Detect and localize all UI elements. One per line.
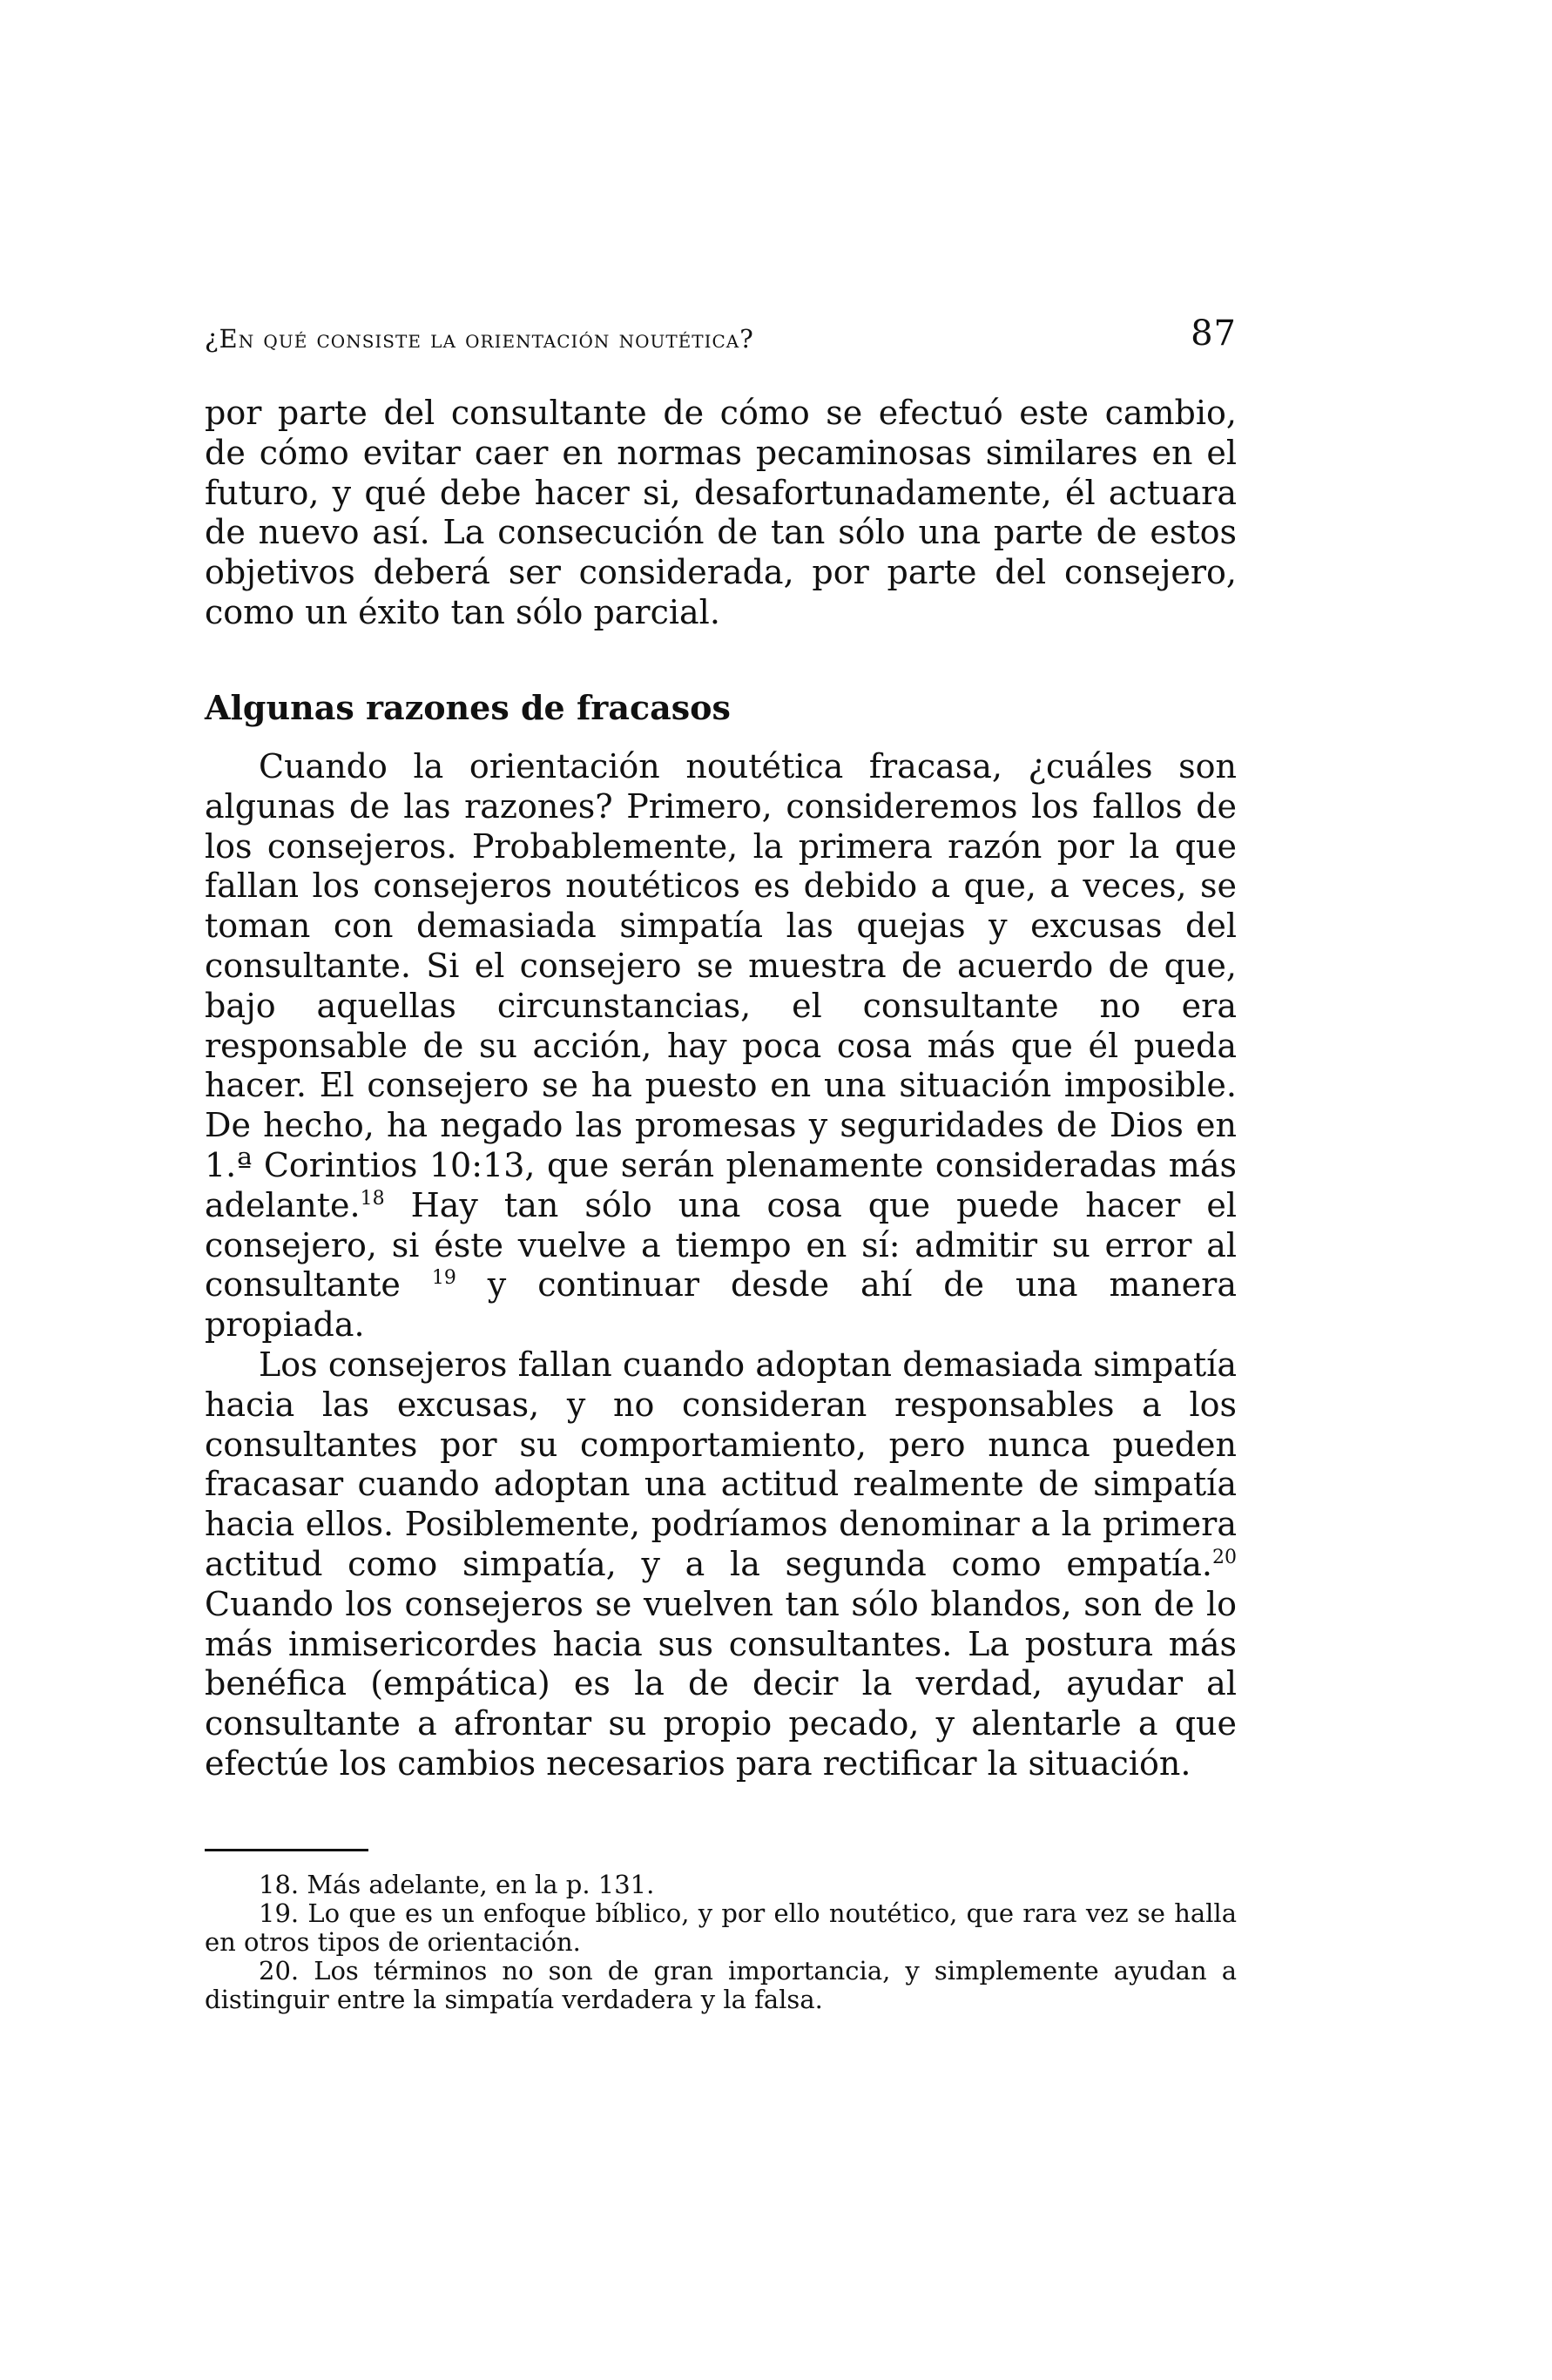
opening-paragraph: por parte del consultante de cómo se efectuó este cambio, de cómo evitar caer en normas pecaminosas similares en el futuro, y qué debe hacer si, desafortunadamente, él actuara de nuevo así. La consecución de tan sólo una parte de estos objetivos deberá ser considerada, por parte del consejero, como un éxito tan sólo parcial.: [205, 394, 1237, 631]
footnote-number: 18.: [259, 1870, 300, 1899]
footnote-ref-20[interactable]: 20: [1212, 1546, 1237, 1568]
paragraph-1: [205, 747, 1237, 1345]
footnote-text: Lo que es un enfoque bíblico, y por ello noutético, que rara vez se halla en otros tipos de orientación.: [205, 1898, 1237, 1957]
footnote-number: 19.: [259, 1898, 300, 1928]
paragraph-2: [205, 1345, 1237, 1784]
footnote-ref-18[interactable]: 18: [360, 1187, 385, 1210]
running-title: ¿En qué consiste la orientación noutética?: [205, 324, 754, 354]
footnote-text: Los términos no son de gran importancia, y simplemente ayudan a distinguir entre la simpatía verdadera y la falsa.: [205, 1956, 1237, 2014]
paragraph-1-text-a: Cuando la orientación noutética fracasa, ¿cuáles son algunas de las razones? Primero, consideremos los fallos de los consejeros. Probablemente, la primera razón por la que fallan los consejeros noutéticos es debido a que, a veces, se toman con demasiada simpatía las quejas y excusas del consultante. Si el consejero se muestra de acuerdo de que, bajo aquellas circunstancias, el consultante no era responsable de su acción, hay poca cosa más que él pueda hacer. El consejero se ha puesto en una situación imposible. De hecho, ha negado las promesas y seguridades de Dios en 1.ª Corintios 10:13, que serán plenamente consideradas más adelante.: [205, 747, 1237, 1224]
section-body: [205, 747, 1237, 1784]
footnote-divider: [205, 1849, 368, 1851]
paragraph-1-text-b: Hay tan sólo una cosa que puede hacer el consejero, si éste vuelve a tiempo en sí: admitir su error al consultante: [205, 1185, 1237, 1305]
footnote-20: [205, 1957, 1237, 2014]
paragraph-1-text-c: y continuar desde ahí de una manera propiada.: [205, 1265, 1237, 1345]
footnote-18: [205, 1871, 1237, 1899]
opening-text: [205, 394, 1237, 633]
running-head: [205, 314, 1237, 366]
page-number: 87: [1191, 314, 1237, 354]
paragraph-2-text-a: Los consejeros fallan cuando adoptan demasiada simpatía hacia las excusas, y no consideran responsables a los consultantes por su comportamiento, pero nunca pueden fracasar cuando adoptan una actitud realmente de simpatía hacia ellos. Posiblemente, podríamos denominar a la primera actitud como simpatía, y a la segunda como empatía.: [205, 1345, 1237, 1583]
section-heading: Algunas razones de fracasos: [205, 688, 731, 727]
book-page: [205, 0, 1237, 2380]
footnote-number: 20.: [259, 1956, 300, 1986]
footnote-ref-19[interactable]: 19: [431, 1267, 456, 1290]
footnotes: [205, 1871, 1237, 2014]
paragraph-2-text-b: Cuando los consejeros se vuelven tan sólo blandos, son de lo más inmisericordes hacia sus consultantes. La postura más benéfica (empática) es la de decir la verdad, ayudar al consultante a afrontar su propio pecado, y alentarle a que efectúe los cambios necesarios para rectificar la situación.: [205, 1584, 1237, 1783]
footnote-text: Más adelante, en la p. 131.: [307, 1870, 655, 1899]
footnote-19: [205, 1899, 1237, 1957]
